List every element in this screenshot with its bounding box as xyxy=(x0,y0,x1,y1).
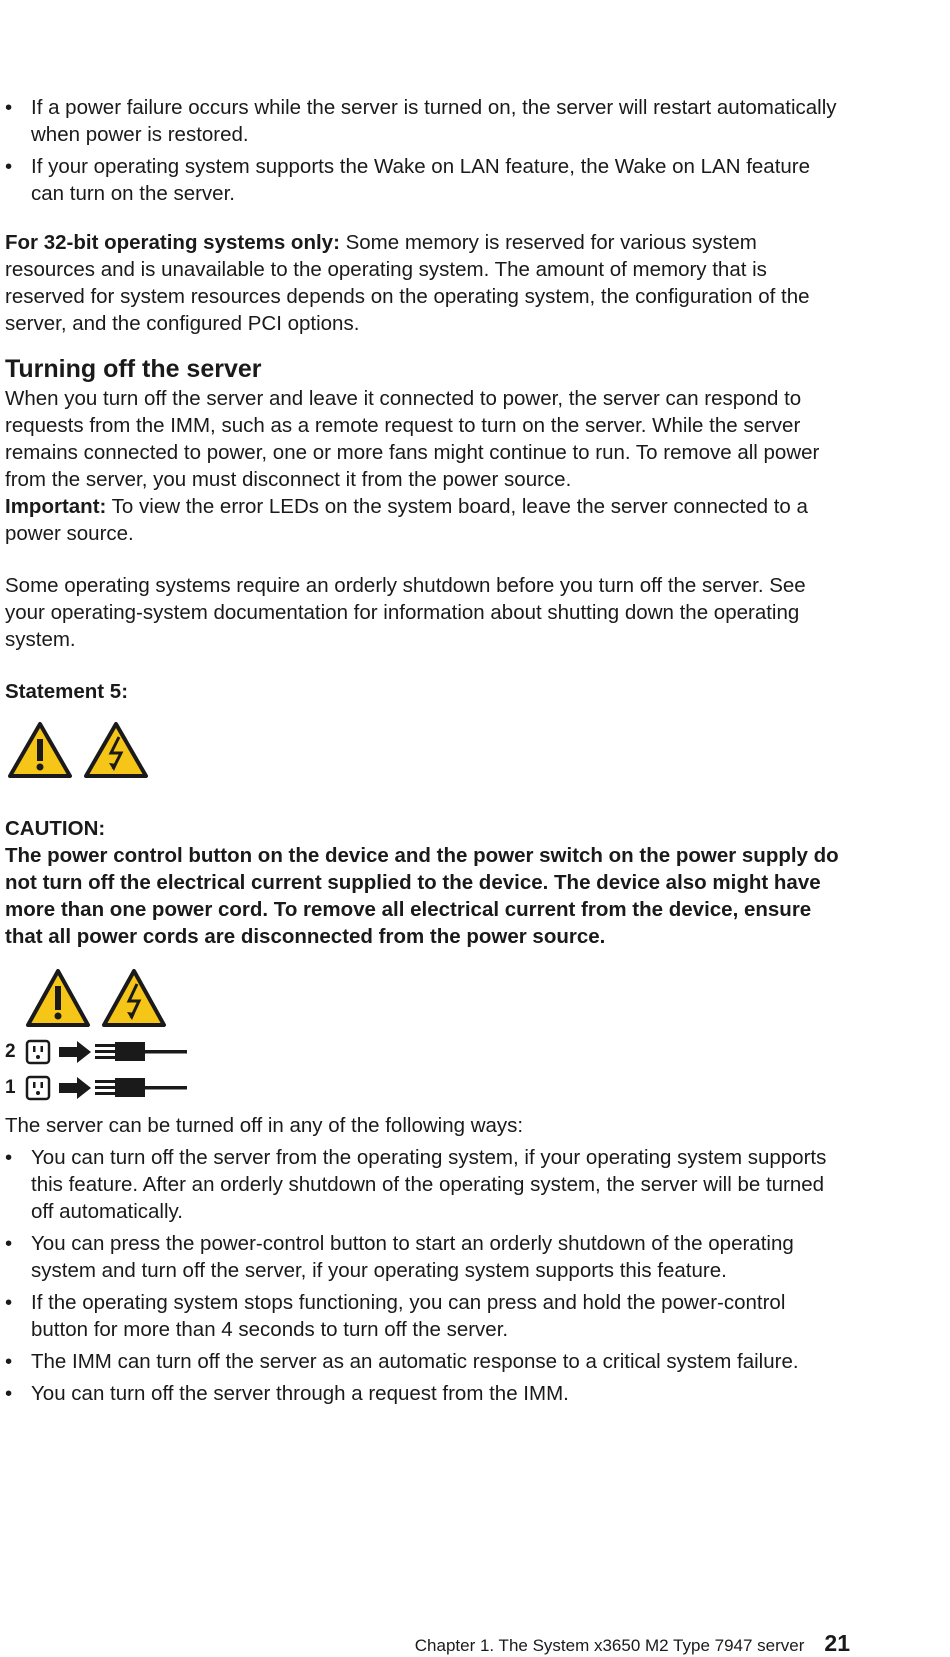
arrow-right-icon xyxy=(57,1039,93,1065)
power-plug-icon xyxy=(93,1075,189,1101)
note-32bit xyxy=(5,229,845,337)
page-footer xyxy=(380,1630,850,1657)
statement-label: Statement 5: xyxy=(5,680,129,703)
note-32bit-text: Some memory is reserved for various system resources and is unavailable to the operating system. The amount of memory that is reserved for system resources depends on the operating system, the configuration of the server, and the configured PCI options. xyxy=(5,231,810,335)
bullet-dot: • xyxy=(5,1382,13,1405)
bullet-dot: • xyxy=(5,1350,13,1373)
power-cord-row xyxy=(5,1036,845,1068)
document-page xyxy=(5,0,845,1412)
warning-triangle-icon xyxy=(7,721,73,779)
note-32bit-label: For 32-bit operating systems only: xyxy=(5,231,340,254)
list-item: • If the operating system stops functioning, you can press and hold the power-control button for more than 4 seconds to turn off the server. xyxy=(5,1291,786,1341)
electrical-hazard-icon xyxy=(83,721,149,779)
chapter-title: Chapter 1. The System x3650 M2 Type 7947 server xyxy=(414,1636,805,1655)
list-item: • The IMM can turn off the server as an automatic response to a critical system failure. xyxy=(5,1350,799,1373)
bullet-dot: • xyxy=(5,155,13,178)
power-plug-icon xyxy=(93,1039,189,1065)
power-outlet-icon xyxy=(25,1039,51,1065)
cord-number: 2 xyxy=(5,1041,16,1062)
list-item: • You can turn off the server from the operating system, if your operating system supports this feature. After an orderly shutdown of the operating system, the server will be turned off automatically. xyxy=(5,1146,827,1223)
turn-off-ways-list xyxy=(5,1144,845,1407)
section-title: Turning off the server xyxy=(5,355,262,383)
caution-label: CAUTION: xyxy=(5,817,106,840)
bullet-dot: • xyxy=(5,96,13,119)
important-note xyxy=(5,493,845,547)
shutdown-note: Some operating systems require an orderly shutdown before you turn off the server. See your operating-system documentation for information about shutting down the operating system. xyxy=(5,574,806,651)
list-item: • You can turn off the server through a request from the IMM. xyxy=(5,1382,569,1405)
important-text: To view the error LEDs on the system board, leave the server connected to a power source. xyxy=(5,495,808,545)
bullet-dot: • xyxy=(5,1232,13,1255)
ways-intro: The server can be turned off in any of the following ways: xyxy=(5,1114,524,1137)
list-item: • If your operating system supports the Wake on LAN feature, the Wake on LAN feature can turn on the server. xyxy=(5,155,811,205)
list-item: • If a power failure occurs while the server is turned on, the server will restart automatically when power is restored. xyxy=(5,96,837,146)
power-outlet-icon xyxy=(25,1075,51,1101)
cord-number: 1 xyxy=(5,1077,16,1098)
arrow-right-icon xyxy=(57,1075,93,1101)
important-label: Important: xyxy=(5,495,107,518)
bullet-dot: • xyxy=(5,1291,13,1314)
electrical-hazard-icon xyxy=(101,968,167,1028)
power-on-bullets xyxy=(5,94,845,207)
power-cord-row xyxy=(5,1072,845,1104)
caution-text: The power control button on the device and the power switch on the power supply do not turn off the electrical current supplied to the device. The device also might have more than one power cord. To remove all electrical current from the device, ensure that all power cords are disconnected from the power source. xyxy=(5,844,839,948)
power-cord-diagram xyxy=(5,968,845,1104)
bullet-dot: • xyxy=(5,1146,13,1169)
page-number: 21 xyxy=(824,1630,850,1656)
list-item: • You can press the power-control button to start an orderly shutdown of the operating system and turn off the server, if your operating system supports this feature. xyxy=(5,1232,794,1282)
warning-triangle-icon xyxy=(25,968,91,1028)
hazard-icons xyxy=(7,721,845,779)
section-intro: When you turn off the server and leave it connected to power, the server can respond to requests from the IMM, such as a remote request to turn on the server. While the server remains connected to power, one or more fans might continue to run. To remove all power from the server, you must disconnect it from the power source. xyxy=(5,387,820,491)
